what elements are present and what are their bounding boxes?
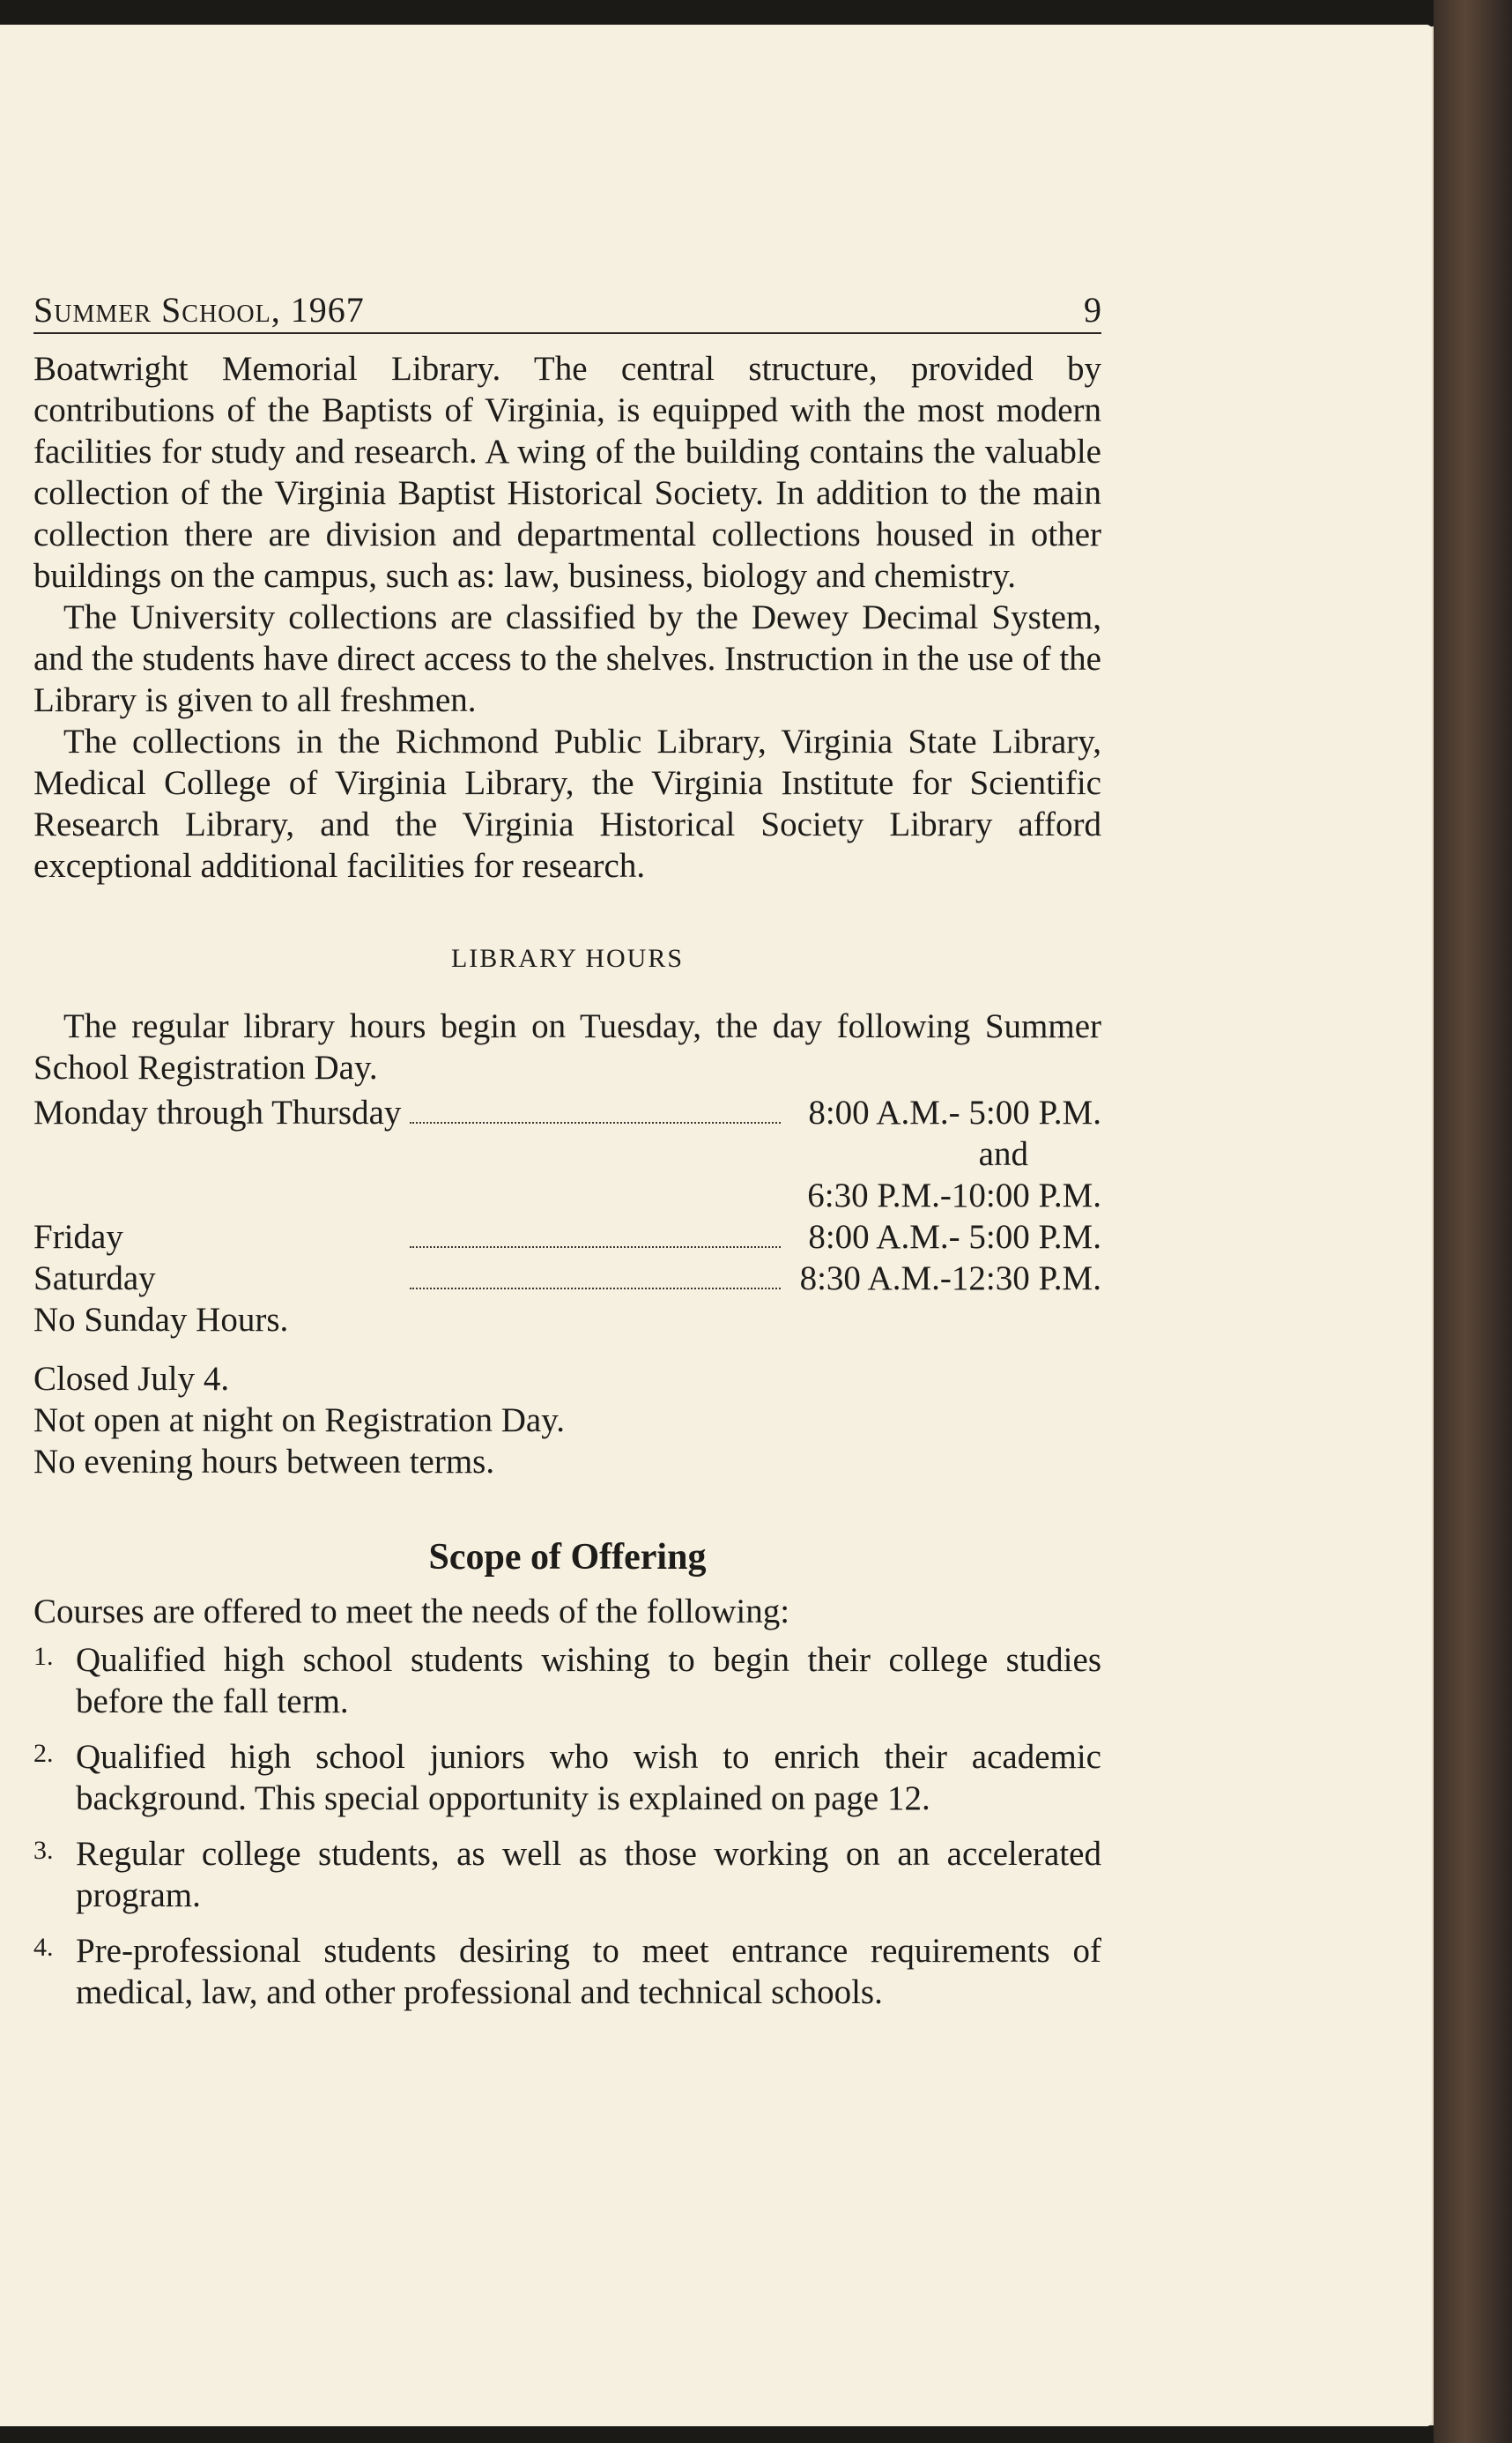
library-paragraph: The University collections are classified by the Dewey Decimal System, and the students have direct access to the shelves. Instruction in the use of the Library is given to all freshmen.: [33, 598, 1101, 719]
library-hours-heading: LIBRARY HOURS: [450, 944, 685, 973]
hours-row: [33, 1216, 1101, 1258]
library-notes: [33, 1358, 1101, 1482]
item-text: Regular college students, as well as those working on an accelerated program.: [76, 1835, 1101, 1914]
hours-day: [33, 1175, 401, 1216]
hours-day: Monday through Thursday: [33, 1094, 402, 1132]
running-head: [33, 289, 1101, 334]
page: [0, 25, 1432, 2426]
list-item: [33, 1833, 1101, 1916]
list-item: [33, 1736, 1101, 1819]
running-title: Summer School, 1967: [33, 290, 365, 330]
page-text-block: [33, 289, 1101, 2027]
item-text: Qualified high school juniors who wish to enrich their academic background. This special opportunity is explained on page 12.: [76, 1738, 1101, 1817]
dot-leader: [401, 1216, 799, 1258]
item-number: 1.: [33, 1642, 54, 1671]
hours-row: [33, 1133, 1101, 1175]
list-item: [33, 1930, 1101, 2013]
library-note: Not open at night on Registration Day.: [33, 1401, 565, 1439]
list-item: [33, 1639, 1101, 1722]
book-cover-edge: [1434, 0, 1512, 2443]
page-number: 9: [1084, 290, 1101, 330]
scope-intro: Courses are offered to meet the needs of the following:: [33, 1593, 790, 1630]
library-hours-table: [33, 1092, 1101, 1299]
item-text: Pre-professional students desiring to meet entrance requirements of medical, law, and other professional and technical schools.: [76, 1932, 1101, 2011]
hours-day: Saturday: [33, 1259, 156, 1297]
hours-time: 8:00 A.M.- 5:00 P.M.: [808, 1094, 1101, 1132]
hours-time: 8:00 A.M.- 5:00 P.M.: [808, 1218, 1101, 1256]
library-paragraph: Boatwright Memorial Library. The central structure, provided by contributions of the Baptists of Virginia, is equipped with the most modern facilities for study and research. A wing of the building contains the valuable collection of the Virginia Baptist Historical Society. In addition to the main collection there are division and departmental collections housed in other buildings on the campus, such as: law, business, biology and chemistry.: [33, 350, 1101, 595]
item-number: 4.: [33, 1933, 54, 1962]
item-number: 2.: [33, 1739, 54, 1768]
library-hours-intro: The regular library hours begin on Tuesday, the day following Summer School Registration Day.: [33, 1007, 1101, 1087]
hours-day: [33, 1133, 401, 1175]
dot-leader: [401, 1258, 799, 1299]
offerings-list: [33, 1639, 1101, 2013]
hours-day: Friday: [33, 1218, 123, 1256]
library-paragraph: The collections in the Richmond Public Library, Virginia State Library, Medical College of Virginia Library, the Virginia Institute for Scientific Research Library, and the Virginia Historical Society Library afford exceptional additional facilities for research.: [33, 723, 1101, 885]
item-text: Qualified high school students wishing to begin their college studies before the fall term.: [76, 1641, 1101, 1720]
hours-time: 8:30 A.M.-12:30 P.M.: [799, 1259, 1101, 1297]
hours-row: [33, 1092, 1101, 1133]
hours-conjunction: and: [978, 1135, 1028, 1173]
scope-heading: Scope of Offering: [428, 1537, 707, 1578]
no-sunday-note: No Sunday Hours.: [33, 1301, 289, 1339]
library-note: Closed July 4.: [33, 1360, 230, 1398]
hours-time: 6:30 P.M.-10:00 P.M.: [807, 1177, 1101, 1214]
hours-row: [33, 1175, 1101, 1216]
item-number: 3.: [33, 1836, 54, 1865]
library-note: No evening hours between terms.: [33, 1443, 495, 1481]
hours-row: [33, 1258, 1101, 1299]
dot-leader: [401, 1092, 799, 1133]
